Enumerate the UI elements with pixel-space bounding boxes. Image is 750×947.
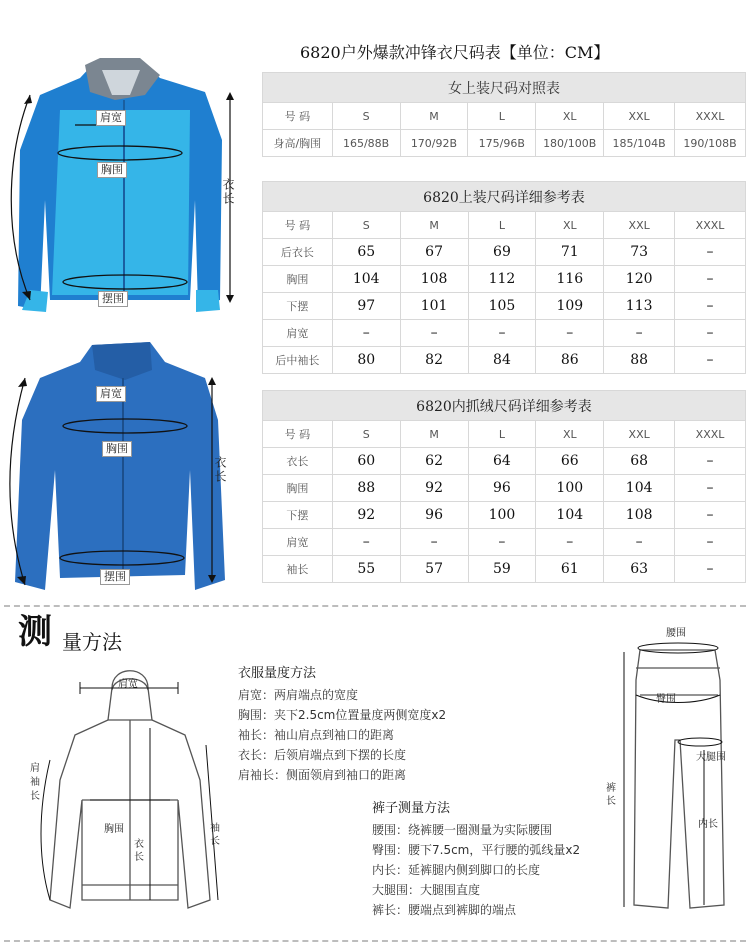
shoulder-label: 肩宽 — [96, 110, 126, 126]
clothes-measure-line: 袖长：袖山肩点到袖口的距离 — [238, 728, 395, 742]
header-cell: XXXL — [675, 103, 746, 130]
table-cell: – — [536, 529, 604, 556]
measure-title-glyph: 测 — [18, 612, 52, 652]
table-cell: – — [536, 320, 604, 347]
header-cell: XXXL — [675, 421, 746, 448]
table-row — [263, 320, 746, 347]
table-cell: 61 — [536, 556, 604, 583]
chest-label: 胸围 — [97, 162, 127, 178]
table-cell: 120 — [604, 266, 675, 293]
table-cell: – — [675, 502, 746, 529]
header-cell: S — [332, 421, 400, 448]
length-label: 衣长 — [221, 178, 235, 206]
table-cell: – — [675, 556, 746, 583]
table-cell: 71 — [536, 239, 604, 266]
table-cell: – — [400, 320, 468, 347]
chest-label: 胸围 — [102, 441, 132, 457]
table-cell: 92 — [400, 475, 468, 502]
table-cell: – — [332, 529, 400, 556]
jacket-measure-diagram — [20, 660, 235, 930]
clothes-measure-line: 肩宽：两肩端点的宽度 — [238, 688, 359, 702]
table-cell: 88 — [332, 475, 400, 502]
inseam-label: 内长 — [698, 819, 718, 830]
jacket-illustrations — [0, 0, 258, 600]
table-cell: 60 — [332, 448, 400, 475]
table-cell: 82 — [400, 347, 468, 374]
table-cell: – — [604, 529, 675, 556]
clothes-measure-line: 衣长：后领肩端点到下摆的长度 — [238, 748, 407, 762]
clothes-measure-line: 胸围：夹下2.5cm位置量度两侧宽度x2 — [238, 708, 447, 722]
table-cell: 180/100B — [536, 130, 604, 157]
table-cell: 64 — [468, 448, 536, 475]
length-label: 衣长 — [134, 839, 144, 863]
table-cell: 62 — [400, 448, 468, 475]
product-photo-column — [0, 0, 258, 600]
row-label: 后中袖长 — [263, 347, 333, 374]
table-cell: 104 — [332, 266, 400, 293]
sleeve-label: 袖长 — [210, 823, 220, 847]
shoulder-label: 肩宽 — [118, 679, 138, 690]
pants-measure-diagram — [600, 620, 740, 920]
header-cell: XXL — [604, 103, 675, 130]
table-cell: 108 — [604, 502, 675, 529]
table-cell: – — [675, 293, 746, 320]
table-cell: 100 — [468, 502, 536, 529]
table-row — [263, 266, 746, 293]
row-label: 袖长 — [263, 556, 333, 583]
table-cell: 84 — [468, 347, 536, 374]
table-cell: 109 — [536, 293, 604, 320]
table-cell: – — [400, 529, 468, 556]
measure-title: 量方法 — [62, 630, 122, 654]
table-row — [263, 448, 746, 475]
table-cell: 92 — [332, 502, 400, 529]
pants-measure-line: 大腿围：大腿围直度 — [372, 883, 481, 897]
pants-length-label: 裤长 — [606, 783, 616, 807]
table-cell: 105 — [468, 293, 536, 320]
waist-label: 腰围 — [666, 628, 686, 639]
header-cell: XL — [536, 421, 604, 448]
row-label: 下摆 — [263, 293, 333, 320]
header-cell: S — [332, 212, 400, 239]
shoulder-label: 肩宽 — [96, 386, 126, 402]
table-cell: 59 — [468, 556, 536, 583]
header-cell: L — [468, 103, 536, 130]
chest-label: 胸围 — [104, 824, 124, 835]
table-caption: 女上装尺码对照表 — [263, 73, 746, 103]
table-cell: 86 — [536, 347, 604, 374]
shoulder-sleeve-label: 肩袖长 — [30, 763, 40, 802]
header-cell: S — [332, 103, 400, 130]
table-row — [263, 130, 746, 157]
table-row — [263, 502, 746, 529]
table-cell: – — [675, 266, 746, 293]
outer-jacket-image — [18, 58, 222, 312]
table-row — [263, 529, 746, 556]
table-cell: 69 — [468, 239, 536, 266]
table-cell: – — [675, 239, 746, 266]
table-row — [263, 293, 746, 320]
table-cell: – — [468, 529, 536, 556]
table-row — [263, 239, 746, 266]
header-cell: L — [468, 421, 536, 448]
row-label: 身高/胸围 — [263, 130, 333, 157]
row-label: 胸围 — [263, 266, 333, 293]
pants-measure-line: 臀围：腰下7.5cm，平行腰的弧线量x2 — [372, 843, 581, 857]
women-size-table — [262, 72, 746, 157]
table-cell: – — [332, 320, 400, 347]
table-cell: 101 — [400, 293, 468, 320]
table-cell: 80 — [332, 347, 400, 374]
length-label: 衣长 — [213, 456, 227, 484]
table-cell: 112 — [468, 266, 536, 293]
table-cell: 100 — [536, 475, 604, 502]
hip-label: 臀围 — [656, 694, 676, 705]
header-cell: XXL — [604, 212, 675, 239]
table-header-row — [263, 421, 746, 448]
header-cell: XXXL — [675, 212, 746, 239]
clothes-measure-title: 衣服量度方法 — [238, 666, 317, 681]
clothes-measure-line: 肩袖长：侧面领肩到袖口的距离 — [238, 768, 407, 782]
table-cell: 116 — [536, 266, 604, 293]
table-cell: 88 — [604, 347, 675, 374]
hem-label: 摆围 — [98, 291, 128, 307]
table-cell: – — [675, 475, 746, 502]
header-cell: M — [400, 421, 468, 448]
table-cell: 108 — [400, 266, 468, 293]
row-label: 肩宽 — [263, 320, 333, 347]
table-header-row — [263, 212, 746, 239]
table-caption: 6820内抓绒尺码详细参考表 — [263, 391, 746, 421]
header-cell: XXL — [604, 421, 675, 448]
fleece-size-table — [262, 390, 746, 583]
table-cell: 96 — [400, 502, 468, 529]
table-cell: – — [604, 320, 675, 347]
table-cell: – — [675, 529, 746, 556]
thigh-label: 大腿围 — [696, 752, 726, 763]
header-cell: M — [400, 212, 468, 239]
row-label: 胸围 — [263, 475, 333, 502]
row-label: 肩宽 — [263, 529, 333, 556]
table-cell: – — [675, 320, 746, 347]
divider — [4, 605, 746, 607]
row-label: 后衣长 — [263, 239, 333, 266]
table-cell: – — [675, 448, 746, 475]
page-title: 6820户外爆款冲锋衣尺码表【单位：CM】 — [300, 43, 610, 62]
table-cell: 165/88B — [332, 130, 400, 157]
pants-measure-title: 裤子测量方法 — [372, 801, 451, 816]
table-cell: 55 — [332, 556, 400, 583]
table-cell: 190/108B — [675, 130, 746, 157]
table-cell: 96 — [468, 475, 536, 502]
row-label: 衣长 — [263, 448, 333, 475]
table-cell: 63 — [604, 556, 675, 583]
header-cell: XL — [536, 212, 604, 239]
table-cell: 104 — [604, 475, 675, 502]
table-cell: 97 — [332, 293, 400, 320]
header-cell: XL — [536, 103, 604, 130]
fleece-jacket-image — [15, 342, 225, 590]
table-cell: 185/104B — [604, 130, 675, 157]
table-cell: 67 — [400, 239, 468, 266]
table-row — [263, 475, 746, 502]
table-cell: 175/96B — [468, 130, 536, 157]
pants-measure-line: 内长：延裤腿内侧到脚口的长度 — [372, 863, 541, 877]
table-cell: 113 — [604, 293, 675, 320]
table-header-row — [263, 103, 746, 130]
table-cell: 66 — [536, 448, 604, 475]
table-cell: – — [468, 320, 536, 347]
table-cell: 65 — [332, 239, 400, 266]
table-row — [263, 347, 746, 374]
divider — [4, 940, 746, 942]
table-cell: 73 — [604, 239, 675, 266]
outer-size-table — [262, 181, 746, 374]
header-cell: M — [400, 103, 468, 130]
header-cell: L — [468, 212, 536, 239]
table-cell: 170/92B — [400, 130, 468, 157]
header-cell: 号 码 — [263, 103, 333, 130]
row-label: 下摆 — [263, 502, 333, 529]
table-cell: 57 — [400, 556, 468, 583]
table-caption: 6820上装尺码详细参考表 — [263, 182, 746, 212]
table-cell: 68 — [604, 448, 675, 475]
header-cell: 号 码 — [263, 421, 333, 448]
header-cell: 号 码 — [263, 212, 333, 239]
pants-measure-line: 裤长：腰端点到裤脚的端点 — [372, 903, 517, 917]
pants-measure-line: 腰围：绕裤腰一圈测量为实际腰围 — [372, 823, 553, 837]
table-cell: 104 — [536, 502, 604, 529]
table-cell: – — [675, 347, 746, 374]
table-row — [263, 556, 746, 583]
hem-label: 摆围 — [100, 569, 130, 585]
